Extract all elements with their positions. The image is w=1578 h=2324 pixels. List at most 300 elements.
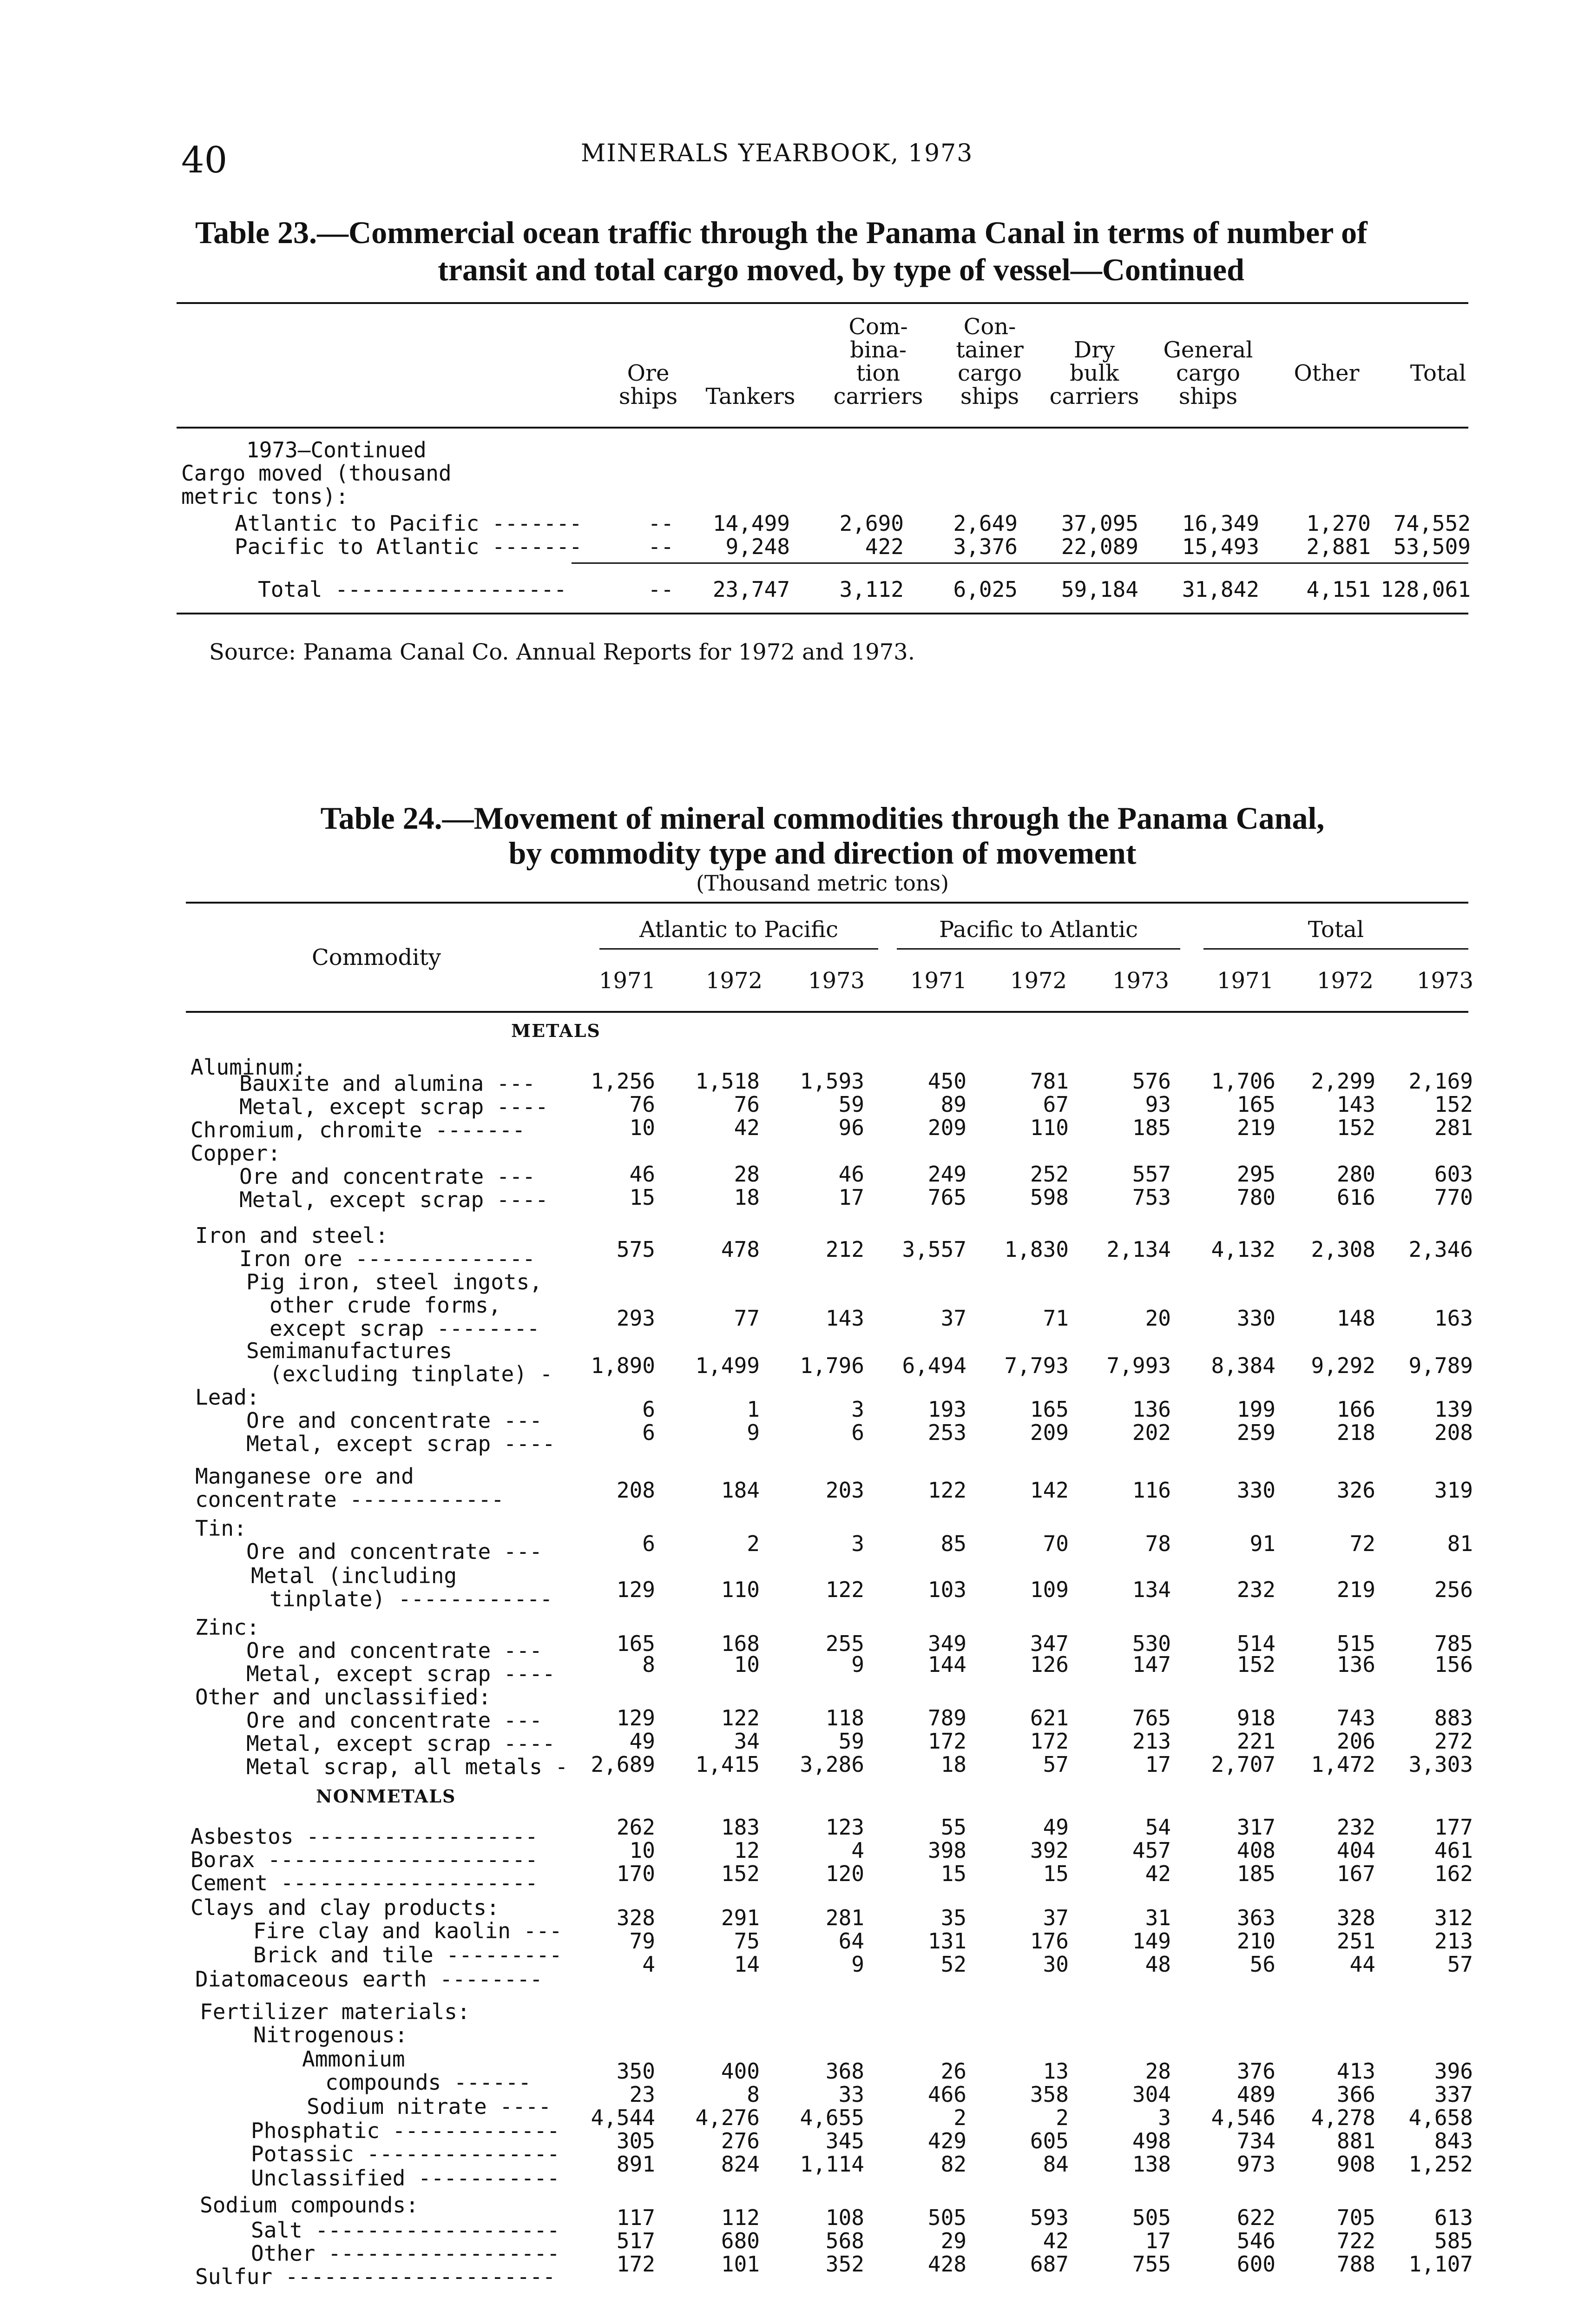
table-cell: 973 (1236, 2152, 1276, 2177)
table-cell: 13 (1043, 2059, 1069, 2084)
table-cell: 117 (616, 2205, 655, 2230)
table-cell: 7,993 (1106, 1353, 1171, 1378)
table-cell: 843 (1434, 2128, 1473, 2153)
table-cell: 585 (1434, 2228, 1473, 2253)
table-cell: 466 (927, 2082, 967, 2107)
table-cell: 139 (1434, 1397, 1473, 1422)
table-cell: 2,134 (1106, 1237, 1171, 1262)
table-23-cell: 15,493 (1182, 534, 1259, 559)
table-cell: 2 (953, 2105, 967, 2130)
table-cell: 17 (1145, 2228, 1171, 2253)
table-cell: 143 (825, 1306, 864, 1331)
table-cell: 2,346 (1408, 1237, 1473, 1262)
table-23-col-header: General (1163, 337, 1253, 363)
table-23-col-header: Other (1294, 360, 1360, 386)
table-23-bottom-rule (177, 613, 1468, 614)
table-cell: 172 (927, 1729, 967, 1754)
table-cell: 17 (838, 1185, 864, 1210)
table-cell: 347 (1030, 1631, 1069, 1656)
commodity-label: Lead: (195, 1385, 260, 1410)
table-cell: 46 (838, 1162, 864, 1187)
table-23-cell: 37,095 (1061, 511, 1138, 536)
table-23-source-note: Source: Panama Canal Co. Annual Reports for 1972 and 1973. (209, 639, 915, 665)
table-cell: 33 (838, 2082, 864, 2107)
table-23-cell: 2,690 (839, 511, 904, 536)
table-cell: 9 (747, 1420, 760, 1445)
table-cell: 122 (927, 1478, 967, 1503)
table-cell: 212 (825, 1237, 864, 1262)
table-cell: 1,107 (1408, 2251, 1473, 2277)
table-cell: 908 (1336, 2152, 1375, 2177)
table-23-col-header: Dry (1073, 337, 1115, 363)
table-cell: 4,655 (800, 2105, 864, 2130)
table-cell: 352 (825, 2251, 864, 2277)
table-24-header-rule (186, 1011, 1468, 1013)
table-23-col-header: cargo (957, 360, 1022, 386)
table-cell: 546 (1236, 2228, 1276, 2253)
table-cell: 37 (940, 1306, 967, 1331)
table-cell: 28 (734, 1162, 760, 1187)
table-cell: 781 (1030, 1069, 1069, 1094)
commodity-label: Sulfur --------------------- (195, 2264, 556, 2289)
table-cell: 126 (1030, 1652, 1069, 1677)
table-cell: 152 (1236, 1652, 1276, 1677)
table-23-cell: 22,089 (1061, 534, 1138, 559)
table-23-cell: 3,376 (953, 534, 1018, 559)
table-23-cell: 31,842 (1182, 577, 1259, 602)
table-cell: 498 (1132, 2128, 1171, 2153)
commodity-label: Sodium compounds: (200, 2192, 419, 2218)
table-cell: 56 (1249, 1952, 1276, 1977)
table-cell: 67 (1043, 1092, 1069, 1117)
table-cell: 429 (927, 2128, 967, 2153)
table-cell: 129 (616, 1705, 655, 1730)
table-cell: 305 (616, 2128, 655, 2153)
table-cell: 489 (1236, 2082, 1276, 2107)
table-cell: 184 (721, 1478, 760, 1503)
table-23-col-header: carriers (1049, 383, 1139, 409)
table-cell: 755 (1132, 2251, 1171, 2277)
commodity-label: Semimanufactures (246, 1338, 453, 1363)
table-cell: 144 (927, 1652, 967, 1677)
table-cell: 4,276 (695, 2105, 760, 2130)
table-cell: 219 (1236, 1115, 1276, 1140)
table-cell: 2,707 (1211, 1752, 1276, 1777)
table-cell: 4 (642, 1952, 655, 1977)
year-column-header: 1973 (808, 968, 865, 994)
table-cell: 3,557 (902, 1237, 967, 1262)
table-cell: 76 (734, 1092, 760, 1117)
table-cell: 15 (629, 1185, 655, 1210)
table-cell: 404 (1336, 1838, 1375, 1863)
table-24-unit: (Thousand metric tons) (696, 871, 949, 896)
table-cell: 881 (1336, 2128, 1375, 2153)
commodity-label: Sodium nitrate ---- (307, 2094, 552, 2119)
table-cell: 9,789 (1408, 1353, 1473, 1378)
table-cell: 4,278 (1311, 2105, 1375, 2130)
table-cell: 149 (1132, 1928, 1171, 1954)
table-cell: 85 (940, 1531, 967, 1556)
table-cell: 1,252 (1408, 2152, 1473, 2177)
commodity-label: Iron and steel: (195, 1223, 388, 1248)
table-cell: 91 (1249, 1531, 1276, 1556)
table-cell: 3 (851, 1397, 864, 1422)
table-cell: 8 (642, 1652, 655, 1677)
table-23-row-label: Pacific to Atlantic ------- (235, 534, 582, 559)
table-cell: 9 (851, 1952, 864, 1977)
table-cell: 49 (629, 1729, 655, 1754)
table-cell: 883 (1434, 1705, 1473, 1730)
table-cell: 280 (1336, 1162, 1375, 1187)
table-cell: 138 (1132, 2152, 1171, 2177)
table-23-col-header: tainer (956, 337, 1024, 363)
table-23-stub-1: 1973—Continued (246, 437, 427, 462)
table-cell: 337 (1434, 2082, 1473, 2107)
table-cell: 330 (1236, 1478, 1276, 1503)
commodity-label: Asbestos ------------------ (191, 1824, 538, 1849)
table-cell: 170 (616, 1861, 655, 1886)
section-heading: NONMETALS (316, 1786, 456, 1807)
table-cell: 461 (1434, 1838, 1473, 1863)
table-cell: 156 (1434, 1652, 1473, 1677)
table-cell: 722 (1336, 2228, 1375, 2253)
commodity-label: Potassic --------------- (251, 2141, 560, 2166)
table-cell: 824 (721, 2152, 760, 2177)
table-cell: 281 (1434, 1115, 1473, 1140)
table-cell: 753 (1132, 1185, 1171, 1210)
table-cell: 557 (1132, 1162, 1171, 1187)
commodity-label: Metal, except scrap ---- (239, 1187, 548, 1212)
table-cell: 20 (1145, 1306, 1171, 1331)
table-23-header-rule (177, 427, 1468, 429)
table-cell: 26 (940, 2059, 967, 2084)
table-cell: 42 (1145, 1861, 1171, 1886)
table-cell: 4,132 (1211, 1237, 1276, 1262)
running-head: MINERALS YEARBOOK, 1973 (581, 139, 973, 167)
table-23-col-header: Tankers (705, 383, 796, 409)
table-cell: 12 (734, 1838, 760, 1863)
table-cell: 9,292 (1311, 1353, 1375, 1378)
table-23-cell: 16,349 (1182, 511, 1259, 536)
table-cell: 185 (1132, 1115, 1171, 1140)
table-23-top-rule (177, 302, 1468, 304)
table-cell: 15 (1043, 1861, 1069, 1886)
table-cell: 143 (1336, 1092, 1375, 1117)
table-cell: 14 (734, 1952, 760, 1977)
table-cell: 177 (1434, 1815, 1473, 1840)
table-cell: 82 (940, 2152, 967, 2177)
table-cell: 2,169 (1408, 1069, 1473, 1094)
table-cell: 23 (629, 2082, 655, 2107)
table-cell: 616 (1336, 1185, 1375, 1210)
table-cell: 152 (721, 1861, 760, 1886)
table-cell: 122 (825, 1577, 864, 1602)
table-cell: 28 (1145, 2059, 1171, 2084)
table-23-col-header: Com- (848, 314, 908, 340)
table-cell: 77 (734, 1306, 760, 1331)
table-cell: 147 (1132, 1652, 1171, 1677)
table-cell: 6 (851, 1420, 864, 1445)
table-cell: 8 (747, 2082, 760, 2107)
table-23-col-header: ships (618, 383, 678, 409)
table-cell: 276 (721, 2128, 760, 2153)
group-header-rule (897, 948, 1180, 950)
table-cell: 131 (927, 1928, 967, 1954)
commodity-label: Metal, except scrap ---- (246, 1731, 555, 1756)
table-cell: 59 (838, 1729, 864, 1754)
table-cell: 330 (1236, 1306, 1276, 1331)
table-23-cell: 1,270 (1306, 511, 1371, 536)
commodity-label: Metal, except scrap ---- (246, 1661, 555, 1686)
commodity-label: concentrate ------------ (195, 1487, 504, 1512)
table-cell: 116 (1132, 1478, 1171, 1503)
table-cell: 788 (1336, 2251, 1375, 2277)
table-cell: 176 (1030, 1928, 1069, 1954)
table-cell: 918 (1236, 1705, 1276, 1730)
year-column-header: 1972 (705, 968, 763, 994)
table-23-cell: 6,025 (953, 577, 1018, 602)
table-cell: 46 (629, 1162, 655, 1187)
table-cell: 4,546 (1211, 2105, 1276, 2130)
table-cell: 10 (734, 1652, 760, 1677)
commodity-label: Iron ore -------------- (239, 1246, 535, 1271)
table-23-col-header: ships (1178, 383, 1238, 409)
table-cell: 780 (1236, 1185, 1276, 1210)
group-header-rule (1203, 948, 1468, 950)
table-cell: 172 (616, 2251, 655, 2277)
table-cell: 18 (940, 1752, 967, 1777)
table-cell: 304 (1132, 2082, 1171, 2107)
table-cell: 350 (616, 2059, 655, 2084)
table-cell: 75 (734, 1928, 760, 1954)
commodity-header: Commodity (311, 944, 441, 971)
table-cell: 1,890 (591, 1353, 655, 1378)
table-cell: 172 (1030, 1729, 1069, 1754)
table-cell: 44 (1349, 1952, 1375, 1977)
table-23-title-line1: Table 23.—Commercial ocean traffic through the Panama Canal in terms of number of (195, 215, 1368, 250)
commodity-label: Brick and tile --------- (253, 1942, 562, 1967)
commodity-label: Manganese ore and (195, 1464, 414, 1489)
table-23-col-header: cargo (1176, 360, 1241, 386)
table-cell: 59 (838, 1092, 864, 1117)
table-cell: 30 (1043, 1952, 1069, 1977)
table-cell: 49 (1043, 1815, 1069, 1840)
table-cell: 3,286 (800, 1752, 864, 1777)
table-23-total-rule (572, 562, 1468, 564)
table-23-cell: 4,151 (1306, 577, 1371, 602)
table-23-cell: 3,112 (839, 577, 904, 602)
commodity-label: Zinc: (195, 1615, 260, 1640)
direction-group-header: Atlantic to Pacific (639, 917, 839, 943)
table-cell: 450 (927, 1069, 967, 1094)
table-cell: 358 (1030, 2082, 1069, 2107)
commodity-label: Fertilizer materials: (200, 1999, 470, 2024)
table-cell: 613 (1434, 2205, 1473, 2230)
table-cell: 428 (927, 2251, 967, 2277)
table-cell: 210 (1236, 1928, 1276, 1954)
commodity-label: Cement -------------------- (191, 1870, 538, 1895)
group-header-rule (599, 948, 878, 950)
table-cell: 1,256 (591, 1069, 655, 1094)
table-cell: 6 (642, 1531, 655, 1556)
table-cell: 42 (734, 1115, 760, 1140)
table-cell: 530 (1132, 1631, 1171, 1656)
table-cell: 232 (1236, 1577, 1276, 1602)
commodity-label: Unclassified ----------- (251, 2166, 560, 2191)
table-cell: 1,415 (695, 1752, 760, 1777)
commodity-label: Salt ------------------- (251, 2218, 560, 2243)
table-cell: 1,593 (800, 1069, 864, 1094)
table-cell: 1,499 (695, 1353, 760, 1378)
table-cell: 203 (825, 1478, 864, 1503)
table-cell: 392 (1030, 1838, 1069, 1863)
table-cell: 163 (1434, 1306, 1473, 1331)
table-cell: 101 (721, 2251, 760, 2277)
commodity-label: Metal, except scrap ---- (246, 1431, 555, 1456)
table-cell: 326 (1336, 1478, 1375, 1503)
table-23-col-header: Ore (627, 360, 670, 386)
commodity-label: Other and unclassified: (195, 1684, 491, 1710)
table-cell: 376 (1236, 2059, 1276, 2084)
table-cell: 2 (747, 1531, 760, 1556)
table-cell: 2 (1056, 2105, 1069, 2130)
table-cell: 396 (1434, 2059, 1473, 2084)
commodity-label: Ammonium (302, 2047, 405, 2072)
table-cell: 202 (1132, 1420, 1171, 1445)
table-cell: 142 (1030, 1478, 1069, 1503)
commodity-label: except scrap -------- (270, 1316, 540, 1341)
direction-group-header: Pacific to Atlantic (939, 917, 1138, 943)
table-cell: 2,308 (1311, 1237, 1375, 1262)
table-cell: 110 (721, 1577, 760, 1602)
table-cell: 6,494 (902, 1353, 967, 1378)
table-cell: 15 (940, 1861, 967, 1886)
table-cell: 252 (1030, 1162, 1069, 1187)
table-cell: 166 (1336, 1397, 1375, 1422)
table-23-cell: 59,184 (1061, 577, 1138, 602)
commodity-label: Nitrogenous: (253, 2022, 408, 2047)
table-cell: 89 (940, 1092, 967, 1117)
table-cell: 76 (629, 1092, 655, 1117)
table-cell: 209 (1030, 1420, 1069, 1445)
table-cell: 221 (1236, 1729, 1276, 1754)
commodity-label: Clays and clay products: (191, 1895, 500, 1920)
table-cell: 152 (1434, 1092, 1473, 1117)
table-cell: 505 (927, 2205, 967, 2230)
table-cell: 603 (1434, 1162, 1473, 1187)
table-23-col-header: ships (960, 383, 1019, 409)
table-cell: 2,299 (1311, 1069, 1375, 1094)
table-cell: 108 (825, 2205, 864, 2230)
commodity-label: Aluminum: (191, 1055, 307, 1080)
table-cell: 37 (1043, 1905, 1069, 1930)
table-cell: 328 (1336, 1905, 1375, 1930)
table-cell: 255 (825, 1631, 864, 1656)
table-cell: 3,303 (1408, 1752, 1473, 1777)
table-cell: 600 (1236, 2251, 1276, 2277)
page-number: 40 (181, 139, 228, 181)
table-cell: 345 (825, 2128, 864, 2153)
table-cell: 213 (1434, 1928, 1473, 1954)
table-cell: 152 (1336, 1115, 1375, 1140)
table-cell: 10 (629, 1838, 655, 1863)
commodity-label: Diatomaceous earth -------- (195, 1967, 543, 1992)
year-column-header: 1971 (598, 968, 656, 994)
commodity-label: other crude forms, (270, 1293, 501, 1318)
table-cell: 680 (721, 2228, 760, 2253)
table-cell: 505 (1132, 2205, 1171, 2230)
commodity-label: compounds ------ (325, 2070, 532, 2095)
table-cell: 413 (1336, 2059, 1375, 2084)
table-cell: 1,518 (695, 1069, 760, 1094)
table-cell: 262 (616, 1815, 655, 1840)
commodity-label: Tin: (195, 1516, 247, 1541)
table-23-title-line2: transit and total cargo moved, by type of vessel—Continued (438, 252, 1244, 287)
table-cell: 272 (1434, 1729, 1473, 1754)
table-cell: 232 (1336, 1815, 1375, 1840)
year-column-header: 1972 (1010, 968, 1067, 994)
table-cell: 54 (1145, 1815, 1171, 1840)
commodity-label: Ore and concentrate --- (239, 1164, 535, 1189)
table-cell: 109 (1030, 1577, 1069, 1602)
table-cell: 71 (1043, 1306, 1069, 1331)
table-23-cell: -- (648, 511, 674, 536)
table-cell: 193 (927, 1397, 967, 1422)
table-cell: 8,384 (1211, 1353, 1276, 1378)
table-cell: 319 (1434, 1478, 1473, 1503)
table-cell: 81 (1447, 1531, 1473, 1556)
table-cell: 253 (927, 1420, 967, 1445)
table-cell: 96 (838, 1115, 864, 1140)
table-cell: 1,706 (1211, 1069, 1276, 1094)
table-23-row-label: Total ------------------ (258, 577, 567, 602)
commodity-label: Ore and concentrate --- (246, 1638, 542, 1663)
commodity-label: tinplate) ------------ (270, 1586, 553, 1611)
table-23-col-header: tion (856, 360, 901, 386)
table-cell: 52 (940, 1952, 967, 1977)
table-cell: 57 (1043, 1752, 1069, 1777)
commodity-label: Other ------------------ (251, 2241, 560, 2266)
table-cell: 162 (1434, 1861, 1473, 1886)
table-cell: 514 (1236, 1631, 1276, 1656)
table-cell: 598 (1030, 1185, 1069, 1210)
table-cell: 29 (940, 2228, 967, 2253)
table-cell: 291 (721, 1905, 760, 1930)
table-cell: 136 (1132, 1397, 1171, 1422)
table-23-col-header: carriers (833, 383, 923, 409)
table-cell: 317 (1236, 1815, 1276, 1840)
table-cell: 363 (1236, 1905, 1276, 1930)
commodity-label: Borax --------------------- (191, 1847, 538, 1872)
commodity-label: Metal, except scrap ---- (239, 1094, 548, 1119)
table-cell: 84 (1043, 2152, 1069, 2177)
commodity-label: Metal scrap, all metals - (246, 1754, 568, 1779)
table-cell: 743 (1336, 1705, 1375, 1730)
table-cell: 457 (1132, 1838, 1171, 1863)
table-cell: 6 (642, 1420, 655, 1445)
table-cell: 4,658 (1408, 2105, 1473, 2130)
table-23-cell: 9,248 (725, 534, 790, 559)
table-23-col-header: Total (1410, 360, 1466, 386)
table-cell: 219 (1336, 1577, 1375, 1602)
table-cell: 1,830 (1004, 1237, 1069, 1262)
commodity-label: Ore and concentrate --- (246, 1708, 542, 1733)
table-cell: 9 (851, 1652, 864, 1677)
table-cell: 1,114 (800, 2152, 864, 2177)
year-column-header: 1972 (1316, 968, 1374, 994)
table-cell: 4,544 (591, 2105, 655, 2130)
table-cell: 93 (1145, 1092, 1171, 1117)
